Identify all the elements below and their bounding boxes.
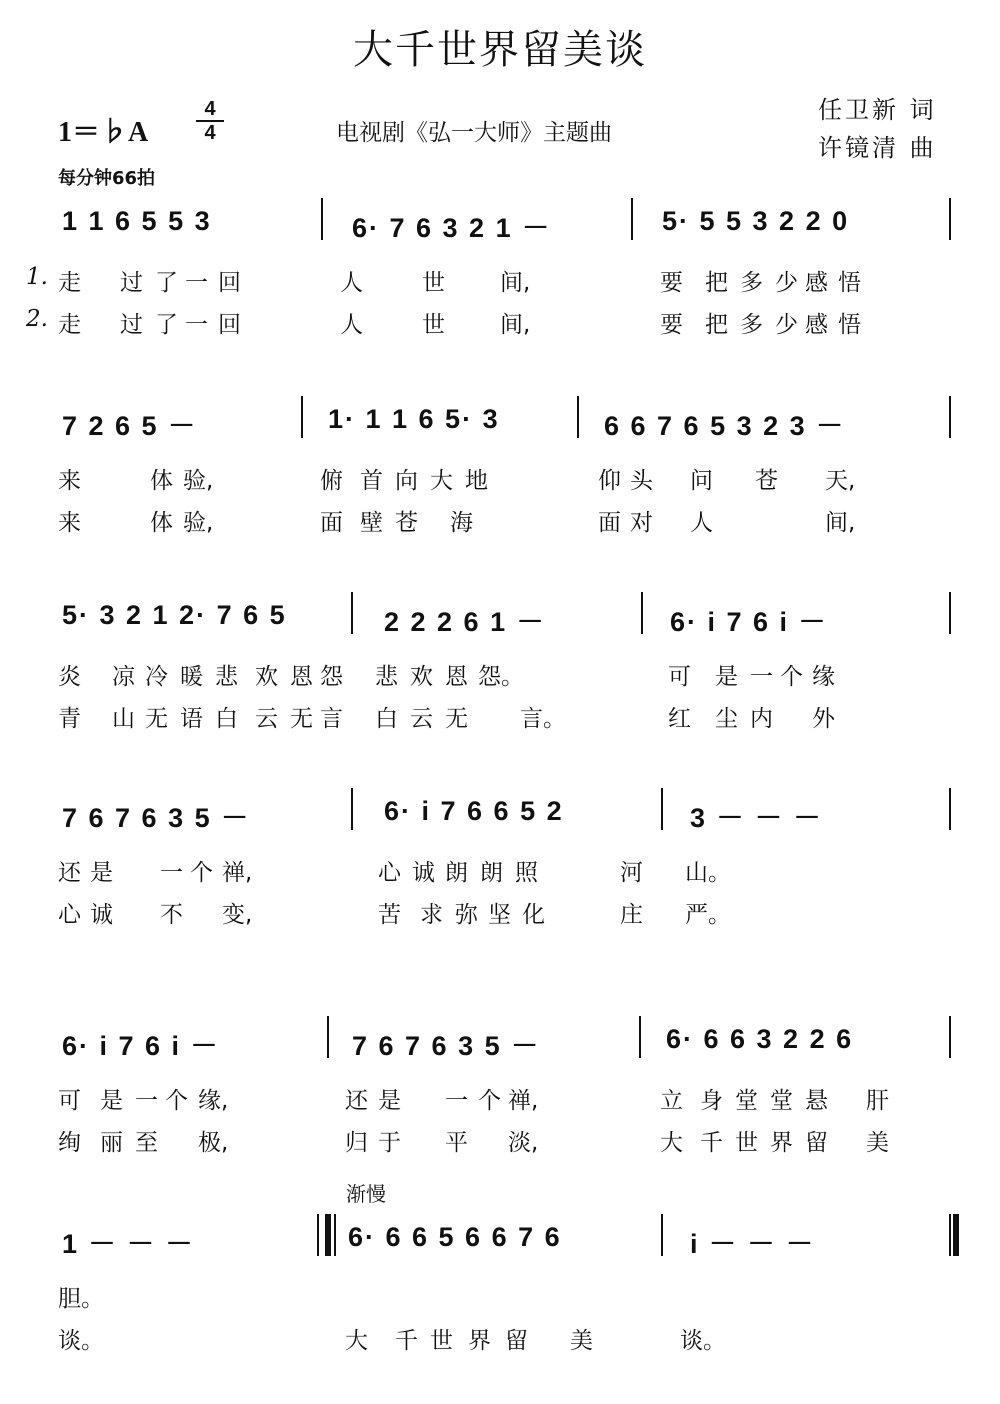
lyric-verse1: 恩	[290, 664, 313, 690]
lyric-verse2: 坚	[488, 902, 511, 928]
lyric-verse1: 堂	[770, 1088, 793, 1114]
page-title: 大千世界留美谈	[353, 27, 647, 73]
key-signature: 1＝♭A	[58, 117, 149, 148]
measure-notes: 7 2 6 5 －	[62, 411, 198, 441]
lyric-verse1: 是	[90, 860, 113, 886]
lyric-verse2: 归	[345, 1130, 368, 1156]
lyric-verse2: 悟	[838, 312, 861, 338]
lyric-verse1: 体	[150, 468, 173, 494]
measure-notes: 1 1 6 5 5 3	[62, 206, 212, 236]
lyric-verse2: 不	[160, 902, 183, 928]
lyric-verse1: 问	[690, 468, 713, 494]
lyric-verse2: 言。	[520, 706, 566, 732]
lyric-verse1: 堂	[735, 1088, 758, 1114]
lyric-verse1: 是	[378, 1088, 401, 1114]
measure-notes: 7 6 7 6 3 5 －	[62, 803, 251, 833]
lyric-verse1: 头	[630, 468, 653, 494]
composer-credit: 许镜清 曲	[818, 134, 937, 162]
lyric-verse1: 大	[430, 468, 453, 494]
lyric-verse2: 一	[185, 312, 208, 338]
lyric-verse2: 诚	[90, 902, 113, 928]
lyric-verse1: 山。	[685, 860, 731, 886]
lyric-verse2: 美	[866, 1130, 889, 1156]
measure-notes: 6· i 7 6 6 5 2	[384, 796, 564, 826]
lyric-verse2: 壁	[360, 510, 383, 536]
lyric-verse2: 化	[522, 902, 545, 928]
lyric-verse2: 丽	[100, 1130, 123, 1156]
lyric-verse2: 面	[598, 510, 621, 536]
lyric-verse1: 个	[478, 1088, 501, 1114]
lyric-verse2: 要	[660, 312, 683, 338]
lyric-verse2: 海	[450, 510, 473, 536]
tempo-marking: 每分钟66拍	[58, 168, 156, 189]
lyric-verse2: 留	[505, 1328, 528, 1354]
lyric-verse1: 间,	[500, 270, 531, 296]
lyric-verse1: 个	[165, 1088, 188, 1114]
lyric-verse2: 云	[255, 706, 278, 732]
lyric-verse1: 冷	[145, 664, 168, 690]
lyric-verse1: 悟	[838, 270, 861, 296]
lyric-verse1: 怨	[320, 664, 343, 690]
lyric-verse2: 美	[570, 1328, 593, 1354]
lyric-verse2: 界	[770, 1130, 793, 1156]
lyric-verse2: 心	[58, 902, 81, 928]
lyric-verse2: 面	[320, 510, 343, 536]
lyric-verse2: 大	[345, 1328, 368, 1354]
measure-notes: 6· 6 6 3 2 2 6	[666, 1024, 854, 1054]
lyric-verse1: 人	[340, 270, 363, 296]
lyric-verse2: 人	[690, 510, 713, 536]
lyric-verse2: 语	[180, 706, 203, 732]
lyric-verse2: 平	[445, 1130, 468, 1156]
subtitle: 电视剧《弘一大师》主题曲	[336, 120, 612, 146]
lyric-verse2: 内	[750, 706, 773, 732]
lyric-verse1: 还	[58, 860, 81, 886]
lyric-verse1: 一	[135, 1088, 158, 1114]
lyric-verse2: 苍	[395, 510, 418, 536]
lyric-verse1: 欢	[255, 664, 278, 690]
lyric-verse1: 一	[445, 1088, 468, 1114]
lyric-verse2: 于	[378, 1130, 401, 1156]
lyric-verse1: 苍	[755, 468, 778, 494]
lyric-verse1: 是	[100, 1088, 123, 1114]
lyric-verse1: 一	[160, 860, 183, 886]
lyric-verse1: 了	[155, 270, 178, 296]
lyric-verse2: 变,	[222, 902, 253, 928]
lyric-verse1: 仰	[598, 468, 621, 494]
lyric-verse1: 悲	[215, 664, 238, 690]
measure-notes: 6· i 7 6 i －	[62, 1031, 220, 1061]
lyric-verse1: 朗	[480, 860, 503, 886]
lyric-verse1: 个	[780, 664, 803, 690]
lyric-verse1: 感	[805, 270, 828, 296]
measure-notes: 1· 1 1 6 5· 3	[328, 404, 500, 434]
measure-notes: 6 6 7 6 5 3 2 3 －	[604, 411, 846, 441]
lyric-verse2: 人	[340, 312, 363, 338]
lyric-verse2: 尘	[715, 706, 738, 732]
lyric-verse1: 炎	[58, 664, 81, 690]
lyricist-credit: 任卫新 词	[818, 96, 937, 124]
lyric-verse1: 世	[422, 270, 445, 296]
lyric-verse1: 照	[515, 860, 538, 886]
verse-number: 2.	[26, 306, 48, 332]
lyric-verse2: 把	[705, 312, 728, 338]
lyric-verse2: 少	[775, 312, 798, 338]
measure-notes: 3 － － －	[690, 803, 823, 833]
lyric-verse2: 言	[320, 706, 343, 732]
lyric-verse1: 可	[668, 664, 691, 690]
lyric-verse1: 还	[345, 1088, 368, 1114]
time-signature-bottom: 4	[204, 122, 216, 144]
lyric-verse1: 来	[58, 468, 81, 494]
lyric-verse2: 了	[155, 312, 178, 338]
lyric-verse1: 回	[218, 270, 241, 296]
lyric-verse2: 千	[700, 1130, 723, 1156]
lyric-verse1: 欢	[410, 664, 433, 690]
lyric-verse2: 留	[805, 1130, 828, 1156]
lyric-verse1: 地	[465, 468, 488, 494]
lyric-verse1: 肝	[866, 1088, 889, 1114]
lyric-verse2: 极,	[198, 1130, 229, 1156]
lyric-verse2: 大	[660, 1130, 683, 1156]
measure-notes: 2 2 2 6 1 －	[384, 607, 546, 637]
lyric-verse1: 是	[715, 664, 738, 690]
lyric-verse2: 过	[120, 312, 143, 338]
lyric-verse1: 缘,	[198, 1088, 229, 1114]
lyric-verse1: 诚	[412, 860, 435, 886]
lyric-verse1: 可	[58, 1088, 81, 1114]
lyric-verse2: 千	[395, 1328, 418, 1354]
lyric-verse1: 向	[395, 468, 418, 494]
lyric-verse1: 要	[660, 270, 683, 296]
lyric-verse1: 朗	[445, 860, 468, 886]
lyric-verse1: 心	[378, 860, 401, 886]
lyric-verse2: 求	[420, 902, 443, 928]
lyric-verse1: 凉	[112, 664, 135, 690]
lyric-verse2: 无	[145, 706, 168, 732]
lyric-verse1: 验,	[183, 468, 214, 494]
lyric-verse2: 山	[112, 706, 135, 732]
measure-notes: 5· 5 5 3 2 2 0	[662, 206, 850, 236]
lyric-verse2: 体	[150, 510, 173, 536]
lyric-verse1: 暖	[180, 664, 203, 690]
lyric-verse1: 把	[705, 270, 728, 296]
lyric-verse2: 谈。	[58, 1328, 104, 1354]
lyric-verse2: 青	[58, 706, 81, 732]
lyric-verse1: 俯	[320, 468, 343, 494]
lyric-verse1: 天,	[825, 468, 856, 494]
lyric-verse2: 界	[468, 1328, 491, 1354]
measure-notes: 6· 7 6 3 2 1 －	[352, 213, 552, 243]
lyric-verse1: 一	[750, 664, 773, 690]
lyric-verse1: 个	[190, 860, 213, 886]
lyric-verse2: 弥	[455, 902, 478, 928]
lyric-verse1: 首	[360, 468, 383, 494]
lyric-verse2: 世	[430, 1328, 453, 1354]
lyric-verse2: 无	[290, 706, 313, 732]
lyric-verse1: 身	[700, 1088, 723, 1114]
lyric-verse2: 对	[630, 510, 653, 536]
lyric-verse2: 至	[135, 1130, 158, 1156]
measure-notes: 7 6 7 6 3 5 －	[352, 1031, 541, 1061]
lyric-verse2: 走	[58, 312, 81, 338]
lyric-verse2: 来	[58, 510, 81, 536]
lyric-verse1: 悲	[375, 664, 398, 690]
verse-number: 1.	[26, 264, 48, 290]
lyric-verse1: 多	[740, 270, 763, 296]
lyric-verse2: 外	[812, 706, 835, 732]
lyric-verse2: 严。	[685, 902, 731, 928]
lyric-verse2: 红	[668, 706, 691, 732]
lyric-verse2: 验,	[183, 510, 214, 536]
lyric-verse2: 绚	[58, 1130, 81, 1156]
lyric-verse2: 云	[410, 706, 433, 732]
lyric-verse2: 间,	[825, 510, 856, 536]
lyric-verse2: 间,	[500, 312, 531, 338]
lyric-verse1: 禅,	[508, 1088, 539, 1114]
measure-notes: i － － －	[690, 1229, 816, 1259]
measure-notes: 6· 6 6 5 6 6 7 6	[348, 1222, 562, 1252]
lyric-verse2: 庄	[620, 902, 643, 928]
lyric-verse1: 走	[58, 270, 81, 296]
measure-notes: 1 － － －	[62, 1229, 195, 1259]
lyric-verse1: 悬	[805, 1088, 828, 1114]
lyric-verse1: 过	[120, 270, 143, 296]
lyric-verse1: 恩	[445, 664, 468, 690]
lyric-verse1: 一	[185, 270, 208, 296]
lyric-verse2: 苦	[378, 902, 401, 928]
ritardando-marking: 渐慢	[346, 1182, 386, 1206]
lyric-verse1: 河	[620, 860, 643, 886]
lyric-verse2: 白	[375, 706, 398, 732]
lyric-verse2: 多	[740, 312, 763, 338]
lyric-verse1: 禅,	[222, 860, 253, 886]
lyric-verse2: 淡,	[508, 1130, 539, 1156]
lyric-verse2: 感	[805, 312, 828, 338]
lyric-verse2: 白	[215, 706, 238, 732]
lyric-verse1: 怨。	[478, 664, 524, 690]
lyric-verse1: 少	[775, 270, 798, 296]
lyric-verse2: 世	[735, 1130, 758, 1156]
measure-notes: 6· i 7 6 i －	[670, 607, 828, 637]
lyric-verse1: 缘	[812, 664, 835, 690]
lyric-verse2: 世	[422, 312, 445, 338]
lyric-verse2: 谈。	[680, 1328, 726, 1354]
measure-notes: 5· 3 2 1 2· 7 6 5	[62, 600, 287, 630]
lyric-verse1: 立	[660, 1088, 683, 1114]
lyric-verse2: 回	[218, 312, 241, 338]
lyric-verse1: 胆。	[58, 1286, 104, 1312]
time-signature-top: 4	[196, 98, 224, 122]
lyric-verse2: 无	[445, 706, 468, 732]
